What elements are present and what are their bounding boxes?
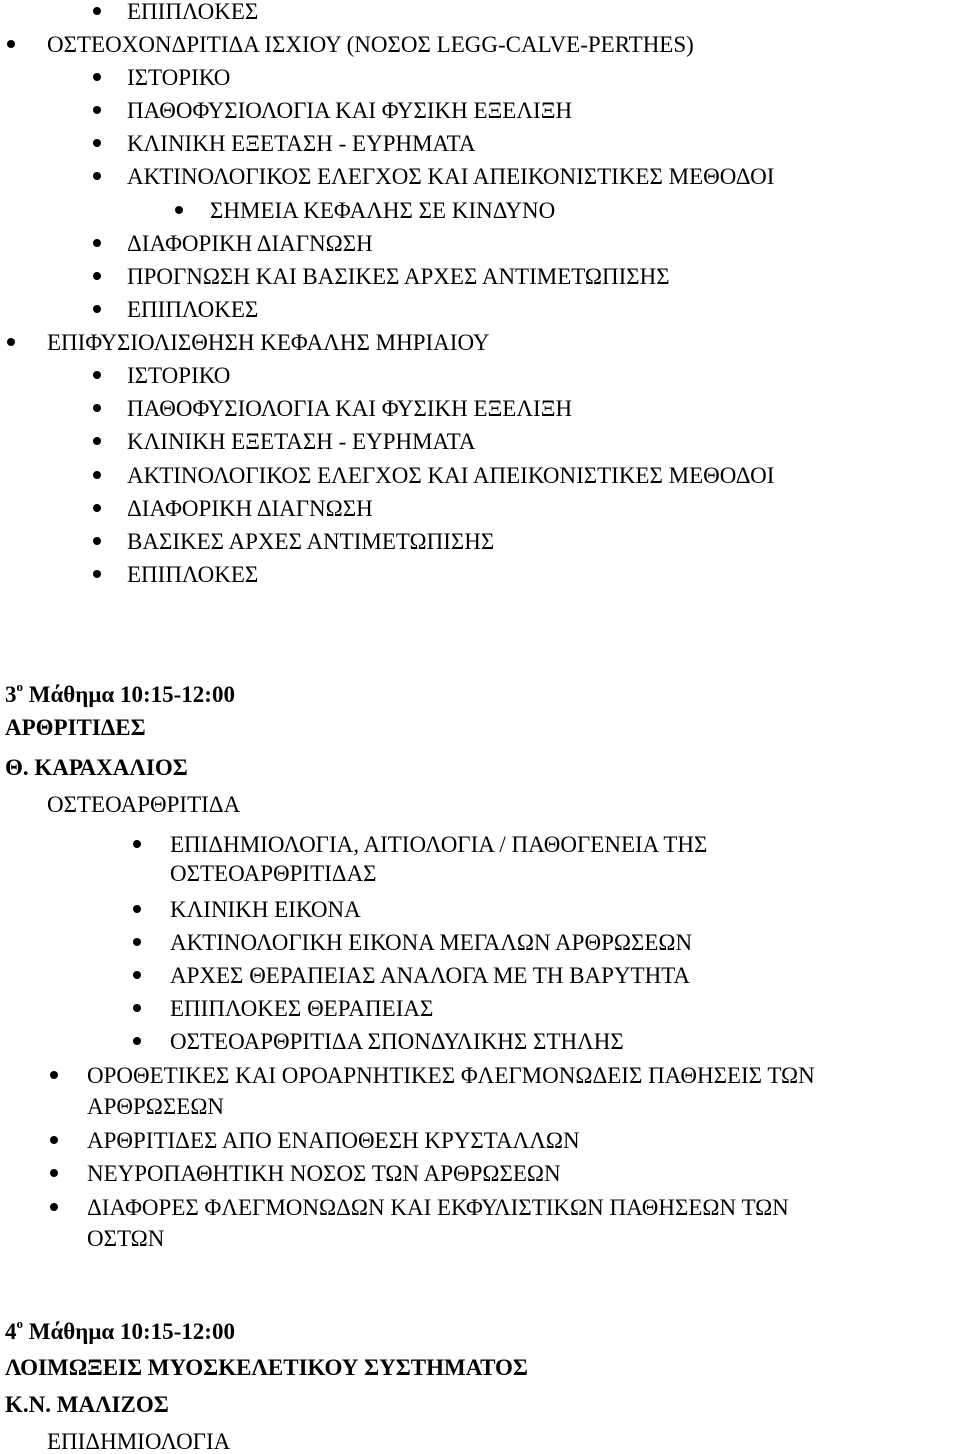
list-item: ΟΣΤΕΟΧΟΝΔΡΙΤΙΔΑ ΙΣΧΙΟΥ (ΝΟΣΟΣ LEGG-CALVE-PERTHES) <box>47 32 694 57</box>
list-item: ΙΣΤΟΡΙΚΟ <box>127 65 231 90</box>
ordinal-mark: ο <box>16 679 23 694</box>
list-item: ΑΚΤΙΝΟΛΟΓΙΚΟΣ ΕΛΕΓΧΟΣ ΚΑΙ ΑΠΕΙΚΟΝΙΣΤΙΚΕΣ ΜΕΘΟΔΟΙ <box>127 164 775 189</box>
lesson-3-subtopic: ΟΣΤΕΟΑΡΘΡΙΤΙΔΑ <box>47 792 241 817</box>
bullet <box>93 73 101 81</box>
list-item: ΔΙΑΦΟΡΙΚΗ ΔΙΑΓΝΩΣΗ <box>127 496 373 521</box>
bullet <box>133 840 141 848</box>
list-item: ΒΑΣΙΚΕΣ ΑΡΧΕΣ ΑΝΤΙΜΕΤΩΠΙΣΗΣ <box>127 529 495 554</box>
list-item-continuation: ΟΣΤΕΟΑΡΘΡΙΤΙΔΑΣ <box>170 861 377 886</box>
list-item: ΣΗΜΕΙΑ ΚΕΦΑΛΗΣ ΣΕ ΚΙΝΔΥΝΟ <box>210 198 556 223</box>
list-item: ΝΕΥΡΟΠΑΘΗΤΙΚΗ ΝΟΣΟΣ ΤΩΝ ΑΡΘΡΩΣΕΩΝ <box>87 1161 561 1186</box>
list-item: ΚΛΙΝΙΚΗ ΕΞΕΤΑΣΗ - ΕΥΡΗΜΑΤΑ <box>127 131 476 156</box>
lesson-number: 3 <box>5 682 17 707</box>
bullet <box>93 504 101 512</box>
list-item: ΚΛΙΝΙΚΗ ΕΞΕΤΑΣΗ - ΕΥΡΗΜΑΤΑ <box>127 429 476 454</box>
list-item: ΙΣΤΟΡΙΚΟ <box>127 363 231 388</box>
bullet <box>93 7 101 15</box>
list-item: ΔΙΑΦΟΡΙΚΗ ΔΙΑΓΝΩΣΗ <box>127 231 373 256</box>
bullet <box>7 338 15 346</box>
bullet <box>50 1203 58 1211</box>
list-item: ΕΠΙΔΗΜΙΟΛΟΓΙΑ <box>47 1429 231 1454</box>
bullet <box>7 40 15 48</box>
lesson-time: Μάθημα 10:15-12:00 <box>28 1319 235 1344</box>
list-item: ΟΣΤΕΟΑΡΘΡΙΤΙΔΑ ΣΠΟΝΔΥΛΙΚΗΣ ΣΤΗΛΗΣ <box>170 1029 624 1054</box>
bullet <box>93 172 101 180</box>
bullet <box>93 537 101 545</box>
list-item: ΠΡΟΓΝΩΣΗ ΚΑΙ ΒΑΣΙΚΕΣ ΑΡΧΕΣ ΑΝΤΙΜΕΤΩΠΙΣΗΣ <box>127 264 670 289</box>
bullet <box>93 305 101 313</box>
lesson-4-lecturer: Κ.Ν. ΜΑΛΙΖΟΣ <box>5 1392 169 1417</box>
bullet <box>93 570 101 578</box>
list-item: ΕΠΙΔΗΜΙΟΛΟΓΙΑ, ΑΙΤΙΟΛΟΓΙΑ / ΠΑΘΟΓΕΝΕΙΑ ΤΗΣ <box>170 832 708 857</box>
list-item: ΠΑΘΟΦΥΣΙΟΛΟΓΙΑ ΚΑΙ ΦΥΣΙΚΗ ΕΞΕΛΙΞΗ <box>127 98 573 123</box>
list-item-continuation: ΟΣΤΩΝ <box>87 1226 165 1251</box>
bullet <box>50 1169 58 1177</box>
list-item: ΑΡΧΕΣ ΘΕΡΑΠΕΙΑΣ ΑΝΑΛΟΓΑ ΜΕ ΤΗ ΒΑΡΥΤΗΤΑ <box>170 963 691 988</box>
list-item: ΟΡΟΘΕΤΙΚΕΣ ΚΑΙ ΟΡΟΑΡΝΗΤΙΚΕΣ ΦΛΕΓΜΟΝΩΔΕΙΣ ΠΑΘΗΣΕΙΣ ΤΩΝ <box>87 1063 815 1088</box>
list-item-continuation: ΑΡΘΡΩΣΕΩΝ <box>87 1094 225 1119</box>
bullet <box>93 371 101 379</box>
list-item: ΕΠΙΠΛΟΚΕΣ ΘΕΡΑΠΕΙΑΣ <box>170 996 434 1021</box>
list-item: ΑΚΤΙΝΟΛΟΓΙΚΗ ΕΙΚΟΝΑ ΜΕΓΑΛΩΝ ΑΡΘΡΩΣΕΩΝ <box>170 930 693 955</box>
bullet <box>133 971 141 979</box>
bullet <box>133 905 141 913</box>
lesson-number: 4 <box>5 1319 17 1344</box>
ordinal-mark: ο <box>16 1316 23 1331</box>
bullet <box>93 139 101 147</box>
bullet <box>93 272 101 280</box>
lesson-time: Μάθημα 10:15-12:00 <box>28 682 235 707</box>
bullet <box>50 1071 58 1079</box>
list-item: ΑΚΤΙΝΟΛΟΓΙΚΟΣ ΕΛΕΓΧΟΣ ΚΑΙ ΑΠΕΙΚΟΝΙΣΤΙΚΕΣ ΜΕΘΟΔΟΙ <box>127 463 775 488</box>
list-item: ΠΑΘΟΦΥΣΙΟΛΟΓΙΑ ΚΑΙ ΦΥΣΙΚΗ ΕΞΕΛΙΞΗ <box>127 396 573 421</box>
bullet <box>133 1004 141 1012</box>
bullet <box>93 404 101 412</box>
lesson-3-topic: ΑΡΘΡΙΤΙΔΕΣ <box>5 715 146 740</box>
list-item: ΕΠΙΠΛΟΚΕΣ <box>127 562 259 587</box>
list-item: ΑΡΘΡΙΤΙΔΕΣ ΑΠΟ ΕΝΑΠΟΘΕΣΗ ΚΡΥΣΤΑΛΛΩΝ <box>87 1128 580 1153</box>
lesson-4-heading <box>5 1316 235 1344</box>
list-item: ΔΙΑΦΟΡΕΣ ΦΛΕΓΜΟΝΩΔΩΝ ΚΑΙ ΕΚΦΥΛΙΣΤΙΚΩΝ ΠΑΘΗΣΕΩΝ ΤΩΝ <box>87 1195 789 1220</box>
bullet <box>93 471 101 479</box>
list-item: ΕΠΙΠΛΟΚΕΣ <box>127 0 259 24</box>
lesson-3-lecturer: Θ. ΚΑΡΑΧΑΛΙΟΣ <box>5 755 188 780</box>
bullet <box>93 106 101 114</box>
lesson-4-topic: ΛΟΙΜΩΞΕΙΣ ΜΥΟΣΚΕΛΕΤΙΚΟΥ ΣΥΣΤΗΜΑΤΟΣ <box>5 1355 528 1380</box>
lesson-3-heading <box>5 679 235 707</box>
list-item: ΚΛΙΝΙΚΗ ΕΙΚΟΝΑ <box>170 897 361 922</box>
bullet <box>175 206 183 214</box>
bullet <box>133 938 141 946</box>
bullet <box>133 1037 141 1045</box>
list-item: ΕΠΙΠΛΟΚΕΣ <box>127 297 259 322</box>
bullet <box>93 437 101 445</box>
bullet <box>93 239 101 247</box>
list-item: ΕΠΙΦΥΣΙΟΛΙΣΘΗΣΗ ΚΕΦΑΛΗΣ ΜΗΡΙΑΙΟΥ <box>47 330 490 355</box>
bullet <box>50 1136 58 1144</box>
